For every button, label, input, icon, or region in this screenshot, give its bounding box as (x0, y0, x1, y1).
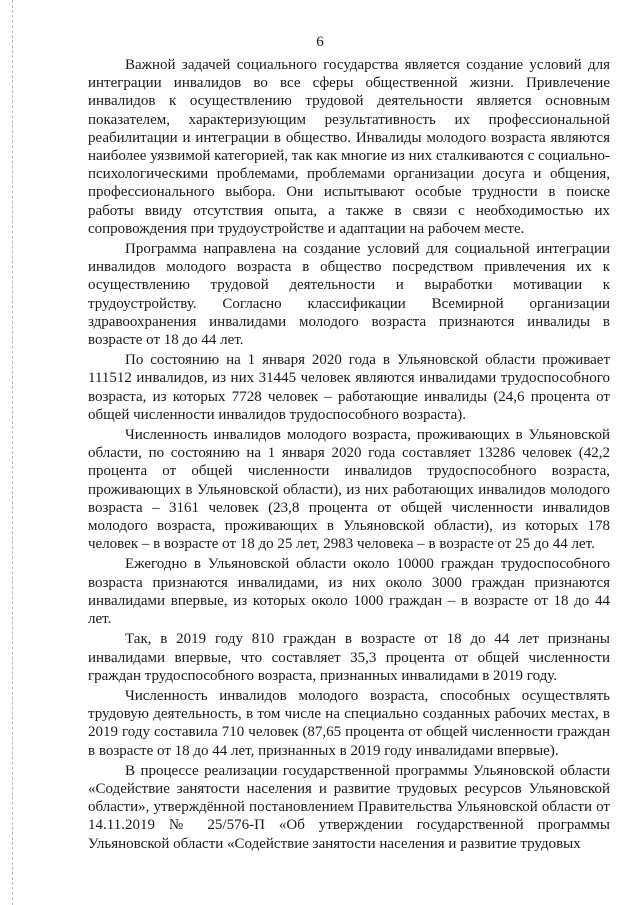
paragraph-5: Ежегодно в Ульяновской области около 10000 граждан трудоспособного возраста признаются инвалидами, из них около 3000 граждан признаются инвалидами впервые, из которых около 1000 граждан – в возрасте от 18 до 44 лет. (88, 556, 610, 628)
paragraph-1: Важной задачей социального государства является создание условий для интеграции инвалидов во все сферы общественной жизни. Привлечение инвалидов к осуществлению трудовой деятельности является основным показателем, характеризующим результативность их профессиональной реабилитации и интеграции в общество. Инвалиды молодого возраста являются наиболее уязвимой категорией, так как многие из них сталкиваются с социально-психологическими проблемами, проблемами организации досуга и общения, профессионального выбора. Они испытывают особые трудности в поиске работы ввиду отсутствия опыта, а также в связи с необходимостью их сопровождения при трудоустройстве и адаптации на рабочем месте. (88, 57, 610, 237)
paragraph-8: В процессе реализации государственной программы Ульяновской области «Содействие занятости населения и развитие трудовых ресурсов Ульяновской области», утверждённой постановлением Правительства Ульяновской области от 14.11.2019 № 25/576-П «Об утверждении государственной программы Ульяновской области «Содействие занятости населения и развитие трудовых (88, 762, 610, 852)
paragraph-7: Численность инвалидов молодого возраста, способных осуществлять трудовую деятельность, в том числе на специально созданных рабочих местах, в 2019 году составила 710 человек (87,65 процента от общей численности граждан в возрасте от 18 до 44 лет, признанных в 2019 году инвалидами впервые). (88, 687, 610, 759)
paragraph-2: Программа направлена на создание условий для социальной интеграции инвалидов молодого возраста в общество посредством привлечения их к осуществлению трудовой деятельности и выработки мотивации к трудоустройству. Согласно классификации Всемирной организации здравоохранения инвалидами молодого возраста признаются инвалиды в возрасте от 18 до 44 лет. (88, 241, 610, 349)
paragraph-6: Так, в 2019 году 810 граждан в возрасте от 18 до 44 лет признаны инвалидами впервые, что составляет 35,3 процента от общей численности граждан трудоспособного возраста, признанных инвалидами в 2019 году. (88, 631, 610, 684)
page-number: 6 (316, 34, 324, 50)
paragraph-3: По состоянию на 1 января 2020 года в Ульяновской области проживает 111512 инвалидов, из них 31445 человек являются инвалидами трудоспособного возраста, из которых 7728 человек – работающие инвалиды (24,6 процента от общей численности инвалидов трудоспособного возраста). (88, 352, 610, 423)
page-edge-marker (0, 0, 13, 905)
document-body (88, 56, 610, 855)
paragraph-4: Численность инвалидов молодого возраста, проживающих в Ульяновской области, по состоянию на 1 января 2020 года составляет 13286 человек (42,2 процента от общей численности инвалидов трудоспособного возраста, проживающих в Ульяновской области), из них работающих инвалидов молодого возраста – 3161 человек (23,8 процента от общей численности инвалидов молодого возраста, проживающих в Ульяновской области), из которых 178 человек – в возрасте от 18 до 25 лет, 2983 человека – в возрасте от 25 до 44 лет. (88, 427, 610, 553)
